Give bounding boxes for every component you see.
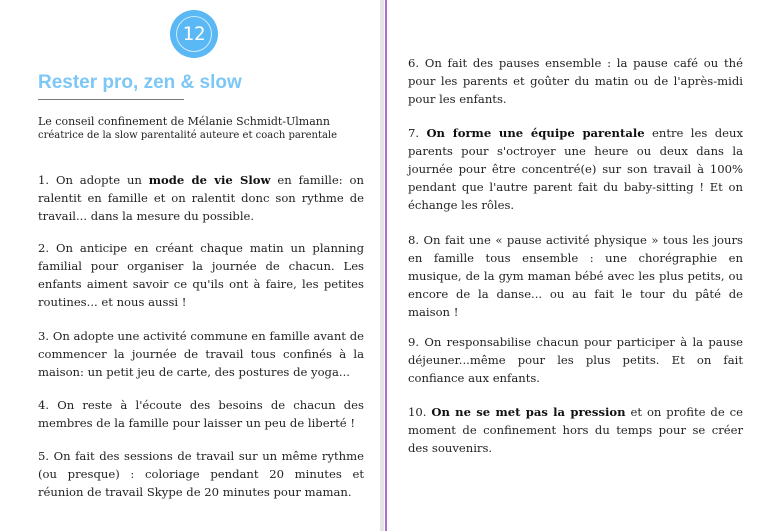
tip-5: 5. On fait des sessions de travail sur un même rythme (ou presque) : coloriage pendant 20 minutes et réunion de travail Skype de 20 minutes pour maman. <box>38 449 364 499</box>
tip-1: 1. On adopte un mode de vie Slow en famille: on ralentit en famille et on ralentit donc son rythme de travail... dans la mesure du possible. <box>38 173 364 223</box>
tip-2: 2. On anticipe en créant chaque matin un planning familial pour organiser la journée de chacun. Les enfants aiment savoir ce qu'ils ont à faire, les petites routines... et nous aussi ! <box>38 241 364 309</box>
tip-3: 3. On adopte une activité commune en famille avant de commencer la journée de travail tous confinés à la maison: un petit jeu de carte, des postures de yoga... <box>38 329 364 379</box>
subtitle-role: créatrice de la slow parentalité auteure et coach parentale <box>38 130 338 141</box>
book-spine <box>385 0 387 531</box>
badge-number: 12 <box>182 23 206 45</box>
tip-7: 7. On forme une équipe parentale entre les deux parents pour s'octroyer une heure ou deux dans la journée pour être concentré(e) sur son travail à 100% pendant que l'autre parent fait du baby-sitting ! Et on échange les rôles. <box>408 126 743 212</box>
page-edge <box>380 0 384 531</box>
number-badge <box>172 12 216 56</box>
tip-6: 6. On fait des pauses ensemble : la pause café ou thé pour les parents et goûter du matin ou de l'après-midi pour les enfants. <box>408 56 743 106</box>
tip-4: 4. On reste à l'écoute des besoins de chacun des membres de la famille pour laisser un peu de liberté ! <box>38 398 364 430</box>
title-divider <box>38 99 184 100</box>
tip-10: 10. On ne se met pas la pression et on profite de ce moment de confinement hors du temps pour se créer des souvenirs. <box>408 405 744 455</box>
tip-9: 9. On responsabilise chacun pour participer à la pause déjeuner...même pour les plus petits. Et on fait confiance aux enfants. <box>408 335 743 385</box>
subtitle-author: Le conseil confinement de Mélanie Schmidt-Ulmann <box>38 115 330 128</box>
page-title: Rester pro, zen & slow <box>38 72 242 93</box>
tip-8: 8. On fait une « pause activité physique » tous les jours en famille tous ensemble : une chorégraphie en musique, de la gym maman bébé avec les plus petits, ou encore de la danse... ou au fait le tour du pâté de maison ! <box>408 233 743 319</box>
